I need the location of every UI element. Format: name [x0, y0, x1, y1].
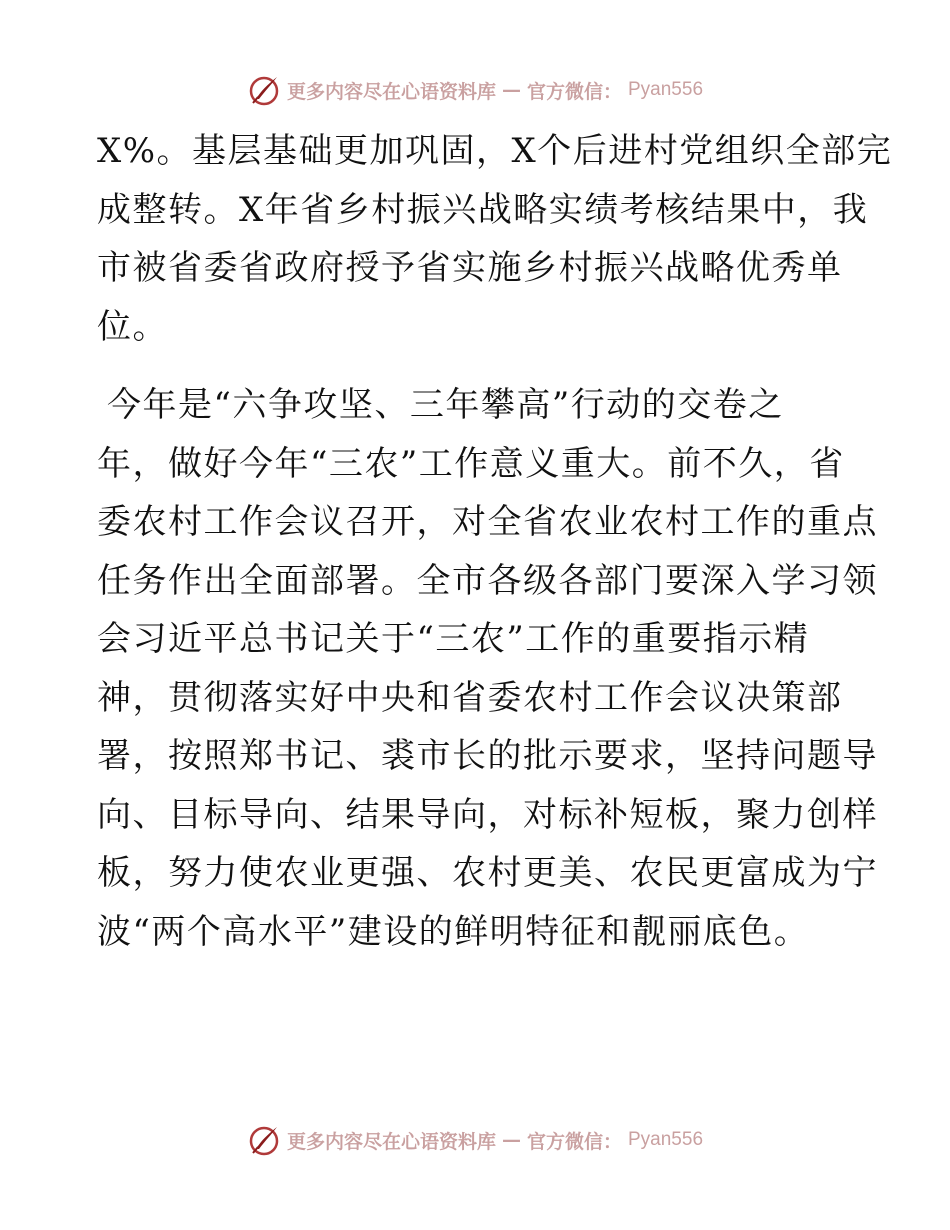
- watermark-wechat-label: 官方微信：: [526, 80, 622, 103]
- watermark-wechat-id: Pyan556: [628, 1129, 704, 1150]
- header-watermark: [0, 70, 950, 110]
- text-line: 署，按照郑书记、裘市长的批示要求，坚持问题导: [97, 736, 878, 776]
- watermark-separator: —: [501, 79, 521, 101]
- watermark-wechat-id: Pyan556: [628, 79, 704, 100]
- feather-pen-logo-icon: [247, 73, 281, 107]
- text-line: 神，贯彻落实好中央和省委农村工作会议决策部: [97, 677, 843, 718]
- text-line: 今年是“六争攻坚、三年攀高”行动的交卷之: [107, 385, 784, 425]
- feather-pen-logo-icon: [247, 1123, 281, 1157]
- text-line: 板，努力使农业更强、农村更美、农民更富成为宁: [97, 853, 878, 893]
- text-line: 年，做好今年“三农”工作意义重大。前不久，省: [97, 443, 845, 484]
- text-line: 任务作出全面部署。全市各级各部门要深入学习领: [97, 560, 878, 601]
- paragraph-1: [97, 122, 893, 356]
- text-line: 成整转。X年省乡村振兴战略实绩考核结果中，我: [97, 189, 869, 230]
- watermark-separator: —: [501, 1129, 521, 1151]
- text-line: 波“两个高水平”建设的鲜明特征和靓丽底色。: [97, 911, 810, 952]
- watermark-brand: 更多内容尽在心语资料库: [286, 80, 496, 103]
- text-line: 委农村工作会议召开，对全省农业农村工作的重点: [97, 502, 878, 542]
- text-line: 市被省委省政府授予省实施乡村振兴战略优秀单: [97, 248, 843, 288]
- document-body: [97, 122, 893, 961]
- paragraph-2: [97, 376, 878, 961]
- watermark-wechat-label: 官方微信：: [526, 1130, 622, 1153]
- text-line: 向、目标导向、结果导向，对标补短板，聚力创样: [97, 794, 878, 835]
- text-line: 位。: [97, 306, 168, 347]
- text-line: 会习近平总书记关于“三农”工作的重要指示精: [97, 619, 810, 659]
- text-line: X%。基层基础更加巩固，X个后进村党组织全部完: [97, 131, 893, 171]
- watermark-brand: 更多内容尽在心语资料库: [286, 1130, 496, 1153]
- footer-watermark: [0, 1120, 950, 1160]
